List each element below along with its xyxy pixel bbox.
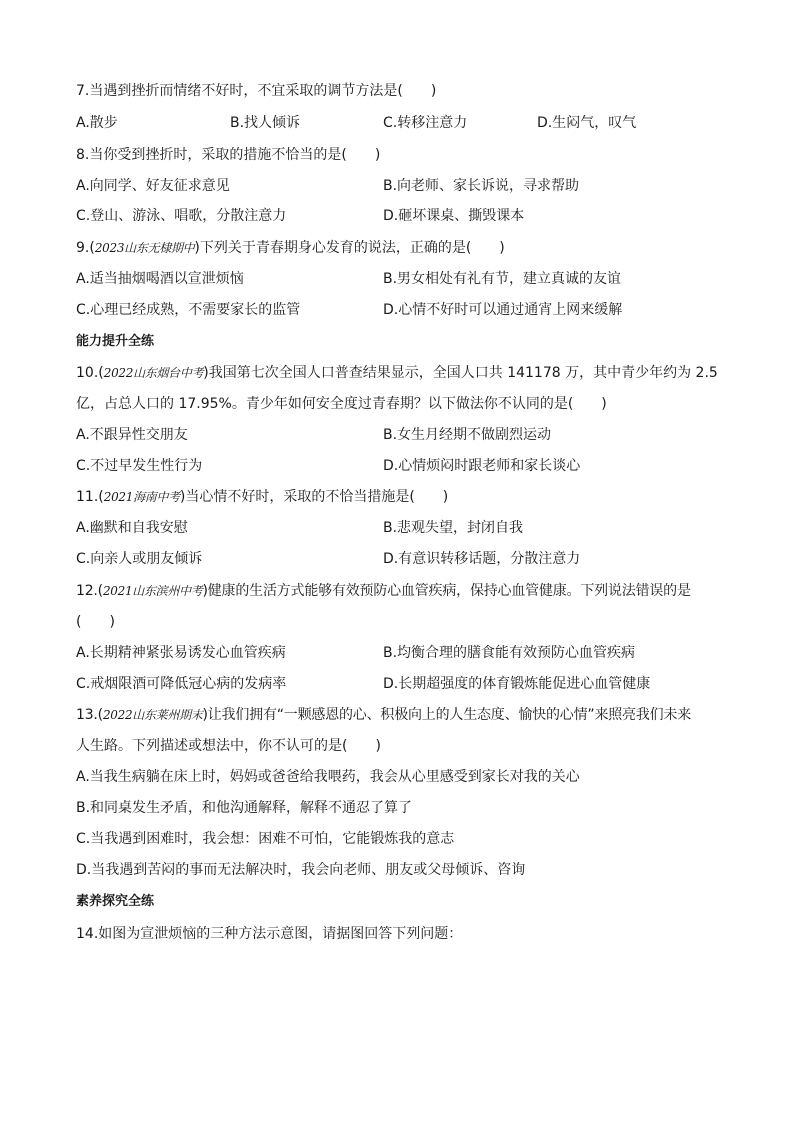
question-12-option-c: C.戒烟限酒可降低冠心病的发病率 [76,676,287,692]
question-12-option-d: D.长期超强度的体育锻炼能促进心血管健康 [383,676,651,692]
question-11-source: 2021海南中考 [103,490,180,504]
question-7-stem: 7.当遇到挫折而情绪不好时，不宜采取的调节方法是( ) [76,83,437,99]
question-9-source: 2023山东无棣期中 [94,241,195,255]
question-12-option-a: A.长期精神紧张易诱发心血管疾病 [76,645,286,661]
question-11-option-d: D.有意识转移话题，分散注意力 [383,551,581,567]
question-13-stem: 13.(2022山东莱州期末)让我们拥有“一颗感恩的心、积极向上的人生态度、愉快的心情”来照亮我们未来 [76,707,692,723]
question-12-source: 2021山东滨州中考 [102,584,203,598]
question-13-source: 2022山东莱州期末 [102,708,203,722]
question-8-option-d: D.砸坏课桌、撕毁课本 [383,208,525,224]
question-10-option-a: A.不跟异性交朋友 [76,427,188,443]
question-8-option-c: C.登山、游泳、唱歌，分散注意力 [76,208,287,224]
question-8-option-b: B.向老师、家长诉说，寻求帮助 [383,178,580,194]
question-13-stem-line2: 人生路。下列描述或想法中，你不认可的是( ) [76,738,381,754]
question-7-option-d: D.生闷气，叹气 [537,115,637,131]
question-10-stem-line2: 亿，占总人口的 17.95%。青少年如何安全度过青春期？以下做法你不认同的是( ) [76,396,607,412]
question-12-option-b: B.均衡合理的膳食能有效预防心血管疾病 [383,645,636,661]
question-13-option-a: A.当我生病躺在床上时，妈妈或爸爸给我喂药，我会从心里感受到家长对我的关心 [76,769,580,785]
question-7-option-c: C.转移注意力 [383,115,468,131]
question-7-option-b: B.找人倾诉 [230,115,301,131]
question-13-option-d: D.当我遇到苦闷的事而无法解决时，我会向老师、朋友或父母倾诉、咨询 [76,862,526,878]
question-8-stem: 8.当你受到挫折时，采取的措施不恰当的是( ) [76,147,381,163]
question-11-option-b: B.悲观失望，封闭自我 [383,520,524,536]
question-12-stem-line2: ( ) [76,614,115,630]
question-11-option-a: A.幽默和自我安慰 [76,520,188,536]
question-10-option-d: D.心情烦闷时跟老师和家长谈心 [383,458,581,474]
question-9-option-c: C.心理已经成熟，不需要家长的监管 [76,302,301,318]
question-10-stem: 10.(2022山东烟台中考)我国第七次全国人口普查结果显示，全国人口共 141178 万，其中青少年约为 2.5 [76,365,718,381]
question-10-option-c: C.不过早发生性行为 [76,458,203,474]
question-9-stem: 9.(2023山东无棣期中)下列关于青春期身心发育的说法，正确的是( ) [76,240,505,256]
question-12-stem: 12.(2021山东滨州中考)健康的生活方式能够有效预防心血管疾病，保持心血管健康。下列说法错误的是 [76,583,691,599]
question-9-option-b: B.男女相处有礼有节，建立真诚的友谊 [383,271,622,287]
question-13-option-b: B.和同桌发生矛盾，和他沟通解释，解释不通忍了算了 [76,800,413,816]
question-13-option-c: C.当我遇到困难时，我会想：困难不可怕，它能锻炼我的意志 [76,831,455,847]
section-heading-ability: 能力提升全练 [76,334,155,349]
question-8-option-a: A.向同学、好友征求意见 [76,178,230,194]
section-heading-literacy: 素养探究全练 [76,894,155,909]
question-9-option-d: D.心情不好时可以通过通宵上网来缓解 [383,302,623,318]
question-7-option-a: A.散步 [76,115,118,131]
question-10-source: 2022山东烟台中考 [103,366,204,380]
question-14-stem: 14.如图为宣泄烦恼的三种方法示意图，请据图回答下列问题： [76,926,463,942]
question-11-stem: 11.(2021海南中考)当心情不好时，采取的不恰当措施是( ) [76,489,449,505]
question-9-option-a: A.适当抽烟喝酒以宣泄烦恼 [76,271,244,287]
question-11-option-c: C.向亲人或朋友倾诉 [76,551,203,567]
question-10-option-b: B.女生月经期不做剧烈运动 [383,427,552,443]
